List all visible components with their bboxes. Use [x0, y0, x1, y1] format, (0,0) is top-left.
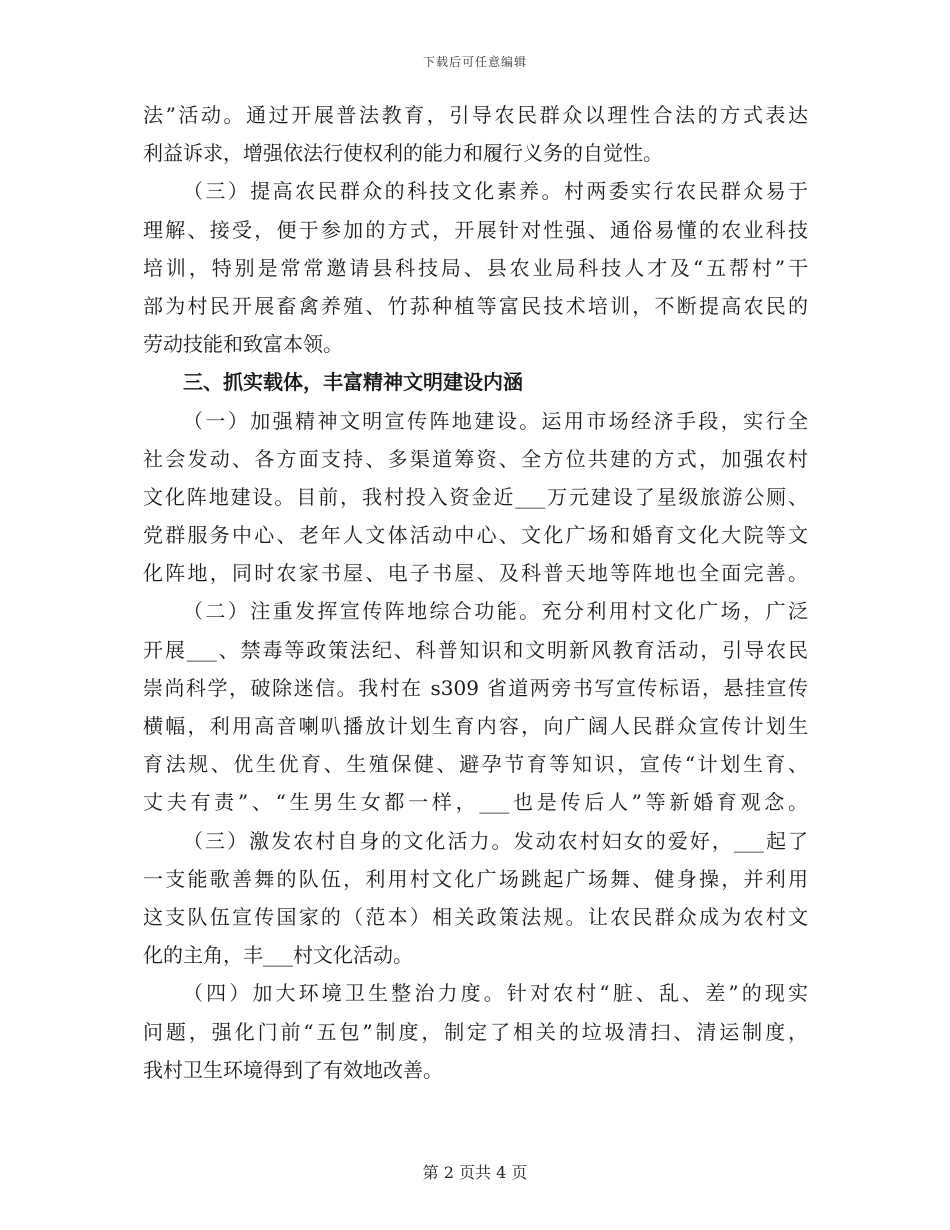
text-line: 这支队伍宣传国家的（范本）相关政策法规。让农民群众成为农村文 — [143, 904, 808, 929]
text-line: 文化阵地建设。目前，我村投入资金近___万元建设了星级旅游公厕、 — [143, 484, 808, 509]
text-line: 我村卫生环境得到了有效地改善。 — [143, 1057, 443, 1082]
text-line: 部为村民开展畜禽养殖、竹荪种植等富民技术培训，不断提高农民的 — [143, 293, 808, 318]
text-line: 育法规、优生优育、生殖保健、避孕节育等知识，宣传“计划生育、 — [143, 752, 808, 777]
section-heading: 三、抓实载体，丰富精神文明建设内涵 — [183, 370, 523, 395]
text-line: （四）加大环境卫生整治力度。针对农村“脏、乱、差”的现实 — [183, 981, 808, 1006]
text-line: （三）激发农村自身的文化活力。发动农村妇女的爱好，___起了 — [183, 828, 808, 853]
text-line: 社会发动、各方面支持、多渠道筹资、全方位共建的方式，加强农村 — [143, 446, 808, 471]
text-line: 横幅，利用高音喇叭播放计划生育内容，向广阔人民群众宣传计划生 — [143, 714, 808, 738]
page-number: 第 2 页共 4 页 — [422, 1163, 528, 1182]
text-line: 问题，强化门前“五包”制度，制定了相关的垃圾清扫、清运制度， — [143, 1019, 808, 1044]
text-line: 党群服务中心、老年人文体活动中心、文化广场和婚育文化大院等文 — [143, 523, 808, 548]
text-line: 法”活动。通过开展普法教育，引导农民群众以理性合法的方式表达 — [143, 103, 808, 127]
text-line: 开展___、禁毒等政策法纪、科普知识和文明新风教育活动，引导农民 — [143, 637, 808, 662]
text-line: 一支能歌善舞的队伍，利用村文化广场跳起广场舞、健身操，并利用 — [143, 866, 808, 891]
page-header: 下载后可任意编辑 — [422, 55, 527, 69]
document-body — [143, 96, 808, 1089]
text-line: 化阵地，同时农家书屋、电子书屋、及科普天地等阵地也全面完善。 — [143, 561, 808, 586]
text-line: （二）注重发挥宣传阵地综合功能。充分利用村文化广场，广泛 — [183, 599, 808, 624]
text-line: 化的主角，丰___村文化活动。 — [143, 943, 413, 968]
text-line: 培训，特别是常常邀请县科技局、县农业局科技人才及“五帮村”干 — [143, 255, 808, 280]
text-line: 劳动技能和致富本领。 — [143, 332, 343, 357]
text-line: 崇尚科学，破除迷信。我村在 s309 省道两旁书写宣传标语，悬挂宣传 — [143, 675, 808, 700]
text-line: 丈夫有责”、“生男生女都一样，___也是传后人”等新婚育观念。 — [143, 790, 808, 815]
text-line: 利益诉求，增强依法行使权利的能力和履行义务的自觉性。 — [143, 141, 663, 166]
text-line: 理解、接受，便于参加的方式，开展针对性强、通俗易懂的农业科技 — [143, 217, 808, 242]
text-line: （一）加强精神文明宣传阵地建设。运用市场经济手段，实行全 — [183, 408, 808, 433]
text-line: （三）提高农民群众的科技文化素养。村两委实行农民群众易于 — [183, 179, 808, 204]
